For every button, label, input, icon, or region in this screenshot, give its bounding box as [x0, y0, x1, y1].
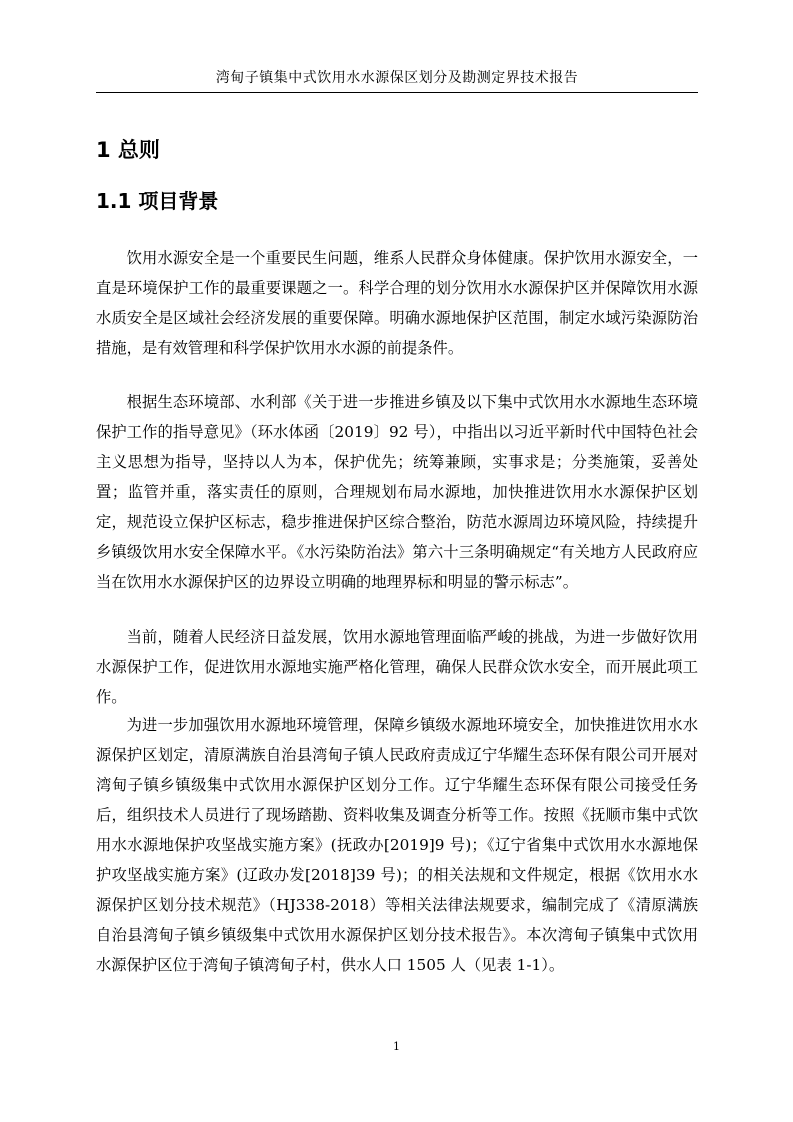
body-paragraph: 当前，随着人民经济日益发展，饮用水源地管理面临严峻的挑战，为进一步做好饮用水源保护工作，促进饮用水源地实施严格化管理，确保人民群众饮水安全，而开展此项工作。 — [96, 628, 698, 706]
header-divider — [96, 92, 698, 93]
body-paragraph: 为进一步加强饮用水源地环境管理，保障乡镇级水源地环境安全，加快推进饮用水水源保护区划定，清原满族自治县湾甸子镇人民政府责成辽宁华耀生态环保有限公司开展对湾甸子镇乡镇级集中式饮用水源保护区划分工作。辽宁华耀生态环保有限公司接受任务后，组织技术人员进行了现场踏勘、资料收集及调查分析等工作。按照《抚顺市集中式饮用水水源地保护攻坚战实施方案》(抚政办[2019]9 号)；《辽宁省集中式饮用水水源地保护攻坚战实施方案》(辽政办发[2018]39 号)；的相关法规和文件规定，根据《饮用水水源保护区划分技术规范》（HJ338-2018）等相关法律法规要求，编制完成了《清原满族自治县湾甸子镇乡镇级集中式饮用水源保护区划分技术报告》。本次湾甸子镇集中式饮用水源保护区位于湾甸子镇湾甸子村，供水人口 1505 人（见表 1-1）。 — [96, 716, 698, 974]
running-header: 湾甸子镇集中式饮用水水源保区划分及勘测定界技术报告 — [215, 70, 579, 86]
page-number: 1 — [393, 1040, 400, 1053]
body-paragraph: 饮用水源安全是一个重要民生问题，维系人民群众身体健康。保护饮用水源安全，一直是环境保护工作的最重要课题之一。科学合理的划分饮用水水源保护区并保障饮用水源水质安全是区域社会经济发展的重要保障。明确水源地保护区范围，制定水域污染源防治措施，是有效管理和科学保护饮用水水源的前提条件。 — [96, 249, 698, 357]
subsection-heading: 1.1 项目背景 — [96, 189, 219, 213]
section-heading: 1 总则 — [96, 138, 160, 162]
body-paragraph: 根据生态环境部、水利部《关于进一步推进乡镇及以下集中式饮用水水源地生态环境保护工作的指导意见》（环水体函〔2019〕92 号），中指出以习近平新时代中国特色社会主义思想为指导，坚持以人为本，保护优先；统筹兼顾，实事求是；分类施策，妥善处置；监管并重，落实责任的原则，合理规划布局水源地，加快推进饮用水水源保护区划定，规范设立保护区标志，稳步推进保护区综合整治，防范水源周边环境风险，持续提升乡镇级饮用水安全保障水平。《水污染防治法》第六十三条明确规定“有关地方人民政府应当在饮用水水源保护区的边界设立明确的地理界标和明显的警示标志”。 — [96, 393, 698, 591]
